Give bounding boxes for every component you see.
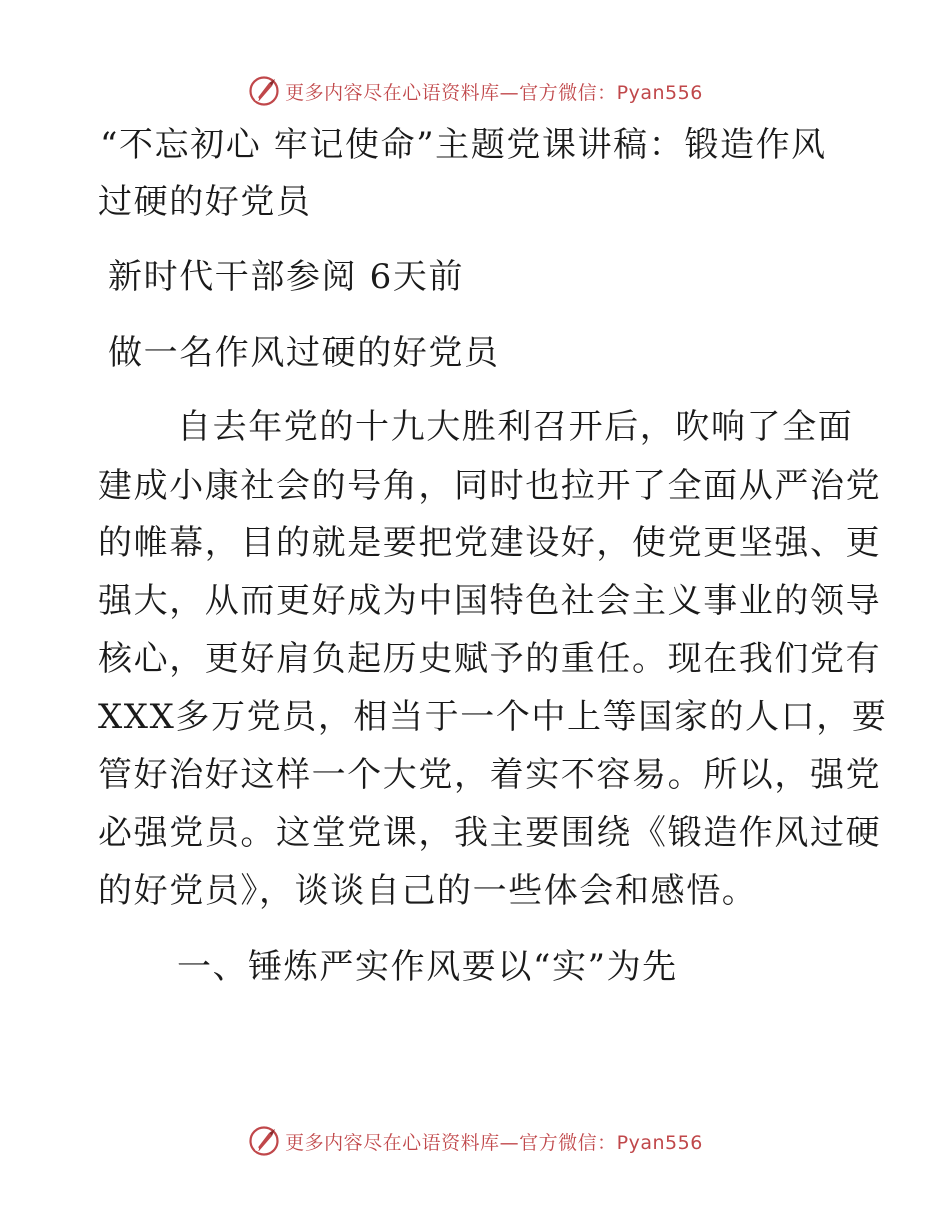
paragraph-line-7: 管好治好这样一个大党，着实不容易。所以，强党 [98, 755, 882, 795]
paragraph-line-5: 核心，更好肩负起历史赋予的重任。现在我们党有 [98, 639, 882, 679]
paragraph-line-8: 必强党员。这堂党课，我主要围绕《锻造作风过硬 [98, 813, 882, 853]
paragraph-line-9: 的好党员》，谈谈自己的一些体会和感悟。 [98, 871, 758, 911]
document-meta: 新时代干部参阅 6天前 [108, 257, 465, 297]
document-title-line-1: “不忘初心 牢记使命”主题党课讲稿：锻造作风 [100, 125, 827, 165]
quill-pen-circle-icon [247, 1124, 281, 1158]
footer-banner [0, 1121, 950, 1161]
paragraph-line-3: 的帷幕，目的就是要把党建设好，使党更坚强、更 [98, 523, 882, 563]
paragraph-line-6: XXX多万党员，相当于一个中上等国家的人口，要 [98, 697, 888, 737]
header-banner [0, 71, 950, 111]
paragraph-line-1: 自去年党的十九大胜利召开后，吹响了全面 [177, 407, 854, 447]
section-heading: 一、锤炼严实作风要以“实”为先 [177, 947, 678, 987]
header-banner-text: 更多内容尽在心语资料库—官方微信：Pyan556 [285, 81, 703, 104]
quill-pen-circle-icon [247, 74, 281, 108]
footer-banner-text: 更多内容尽在心语资料库—官方微信：Pyan556 [285, 1131, 703, 1154]
document-subtitle: 做一名作风过硬的好党员 [108, 333, 500, 373]
paragraph-line-4: 强大，从而更好成为中国特色社会主义事业的领导 [98, 581, 882, 621]
paragraph-line-2: 建成小康社会的号角，同时也拉开了全面从严治党 [98, 466, 882, 506]
document-title-line-2: 过硬的好党员 [98, 182, 312, 222]
